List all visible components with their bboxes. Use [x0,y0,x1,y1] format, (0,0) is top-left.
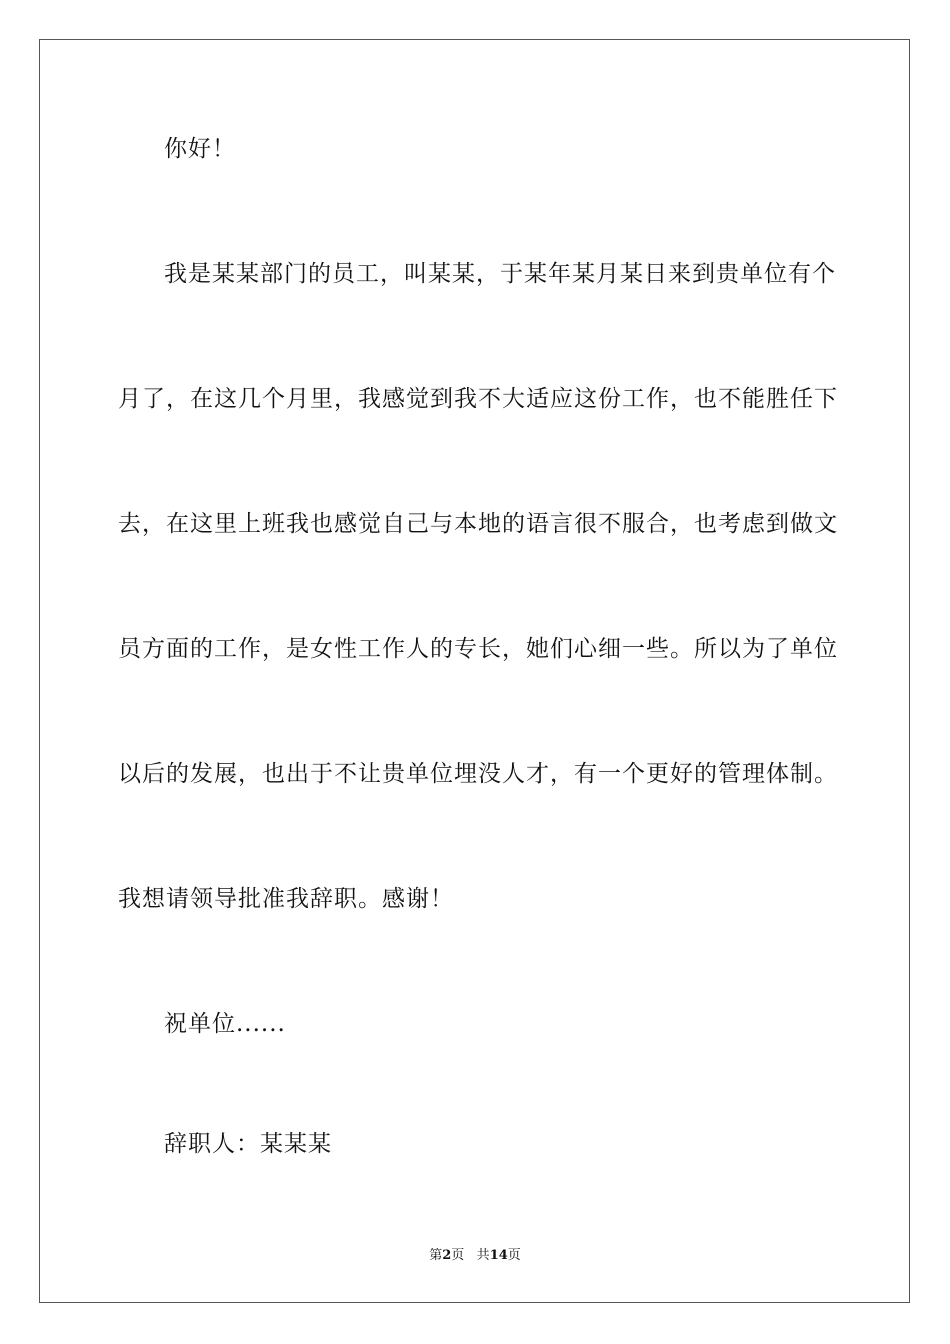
page-border [39,39,910,1303]
greeting: 你好！ [164,136,236,162]
body-line-1: 我是某某部门的员工，叫某某，于某年某月某日来到贵单位有个 [164,261,836,287]
body-line-2: 月了，在这几个月里，我感觉到我不大适应这份工作，也不能胜任下 [118,386,838,412]
page-number: 第2页 [429,1248,465,1263]
body-line-3: 去，在这里上班我也感觉自己与本地的语言很不服合，也考虑到做文 [118,511,838,537]
page-total: 共14页 [476,1248,521,1263]
signature-line: 辞职人：某某某 [164,1131,332,1157]
page-footer [0,1247,950,1265]
body-line-6: 我想请领导批准我辞职。感谢！ [118,886,454,912]
closing-line: 祝单位...... [164,1011,286,1037]
body-line-5: 以后的发展，也出于不让贵单位埋没人才，有一个更好的管理体制。 [118,761,838,787]
body-line-4: 员方面的工作，是女性工作人的专长，她们心细一些。所以为了单位 [118,636,838,662]
